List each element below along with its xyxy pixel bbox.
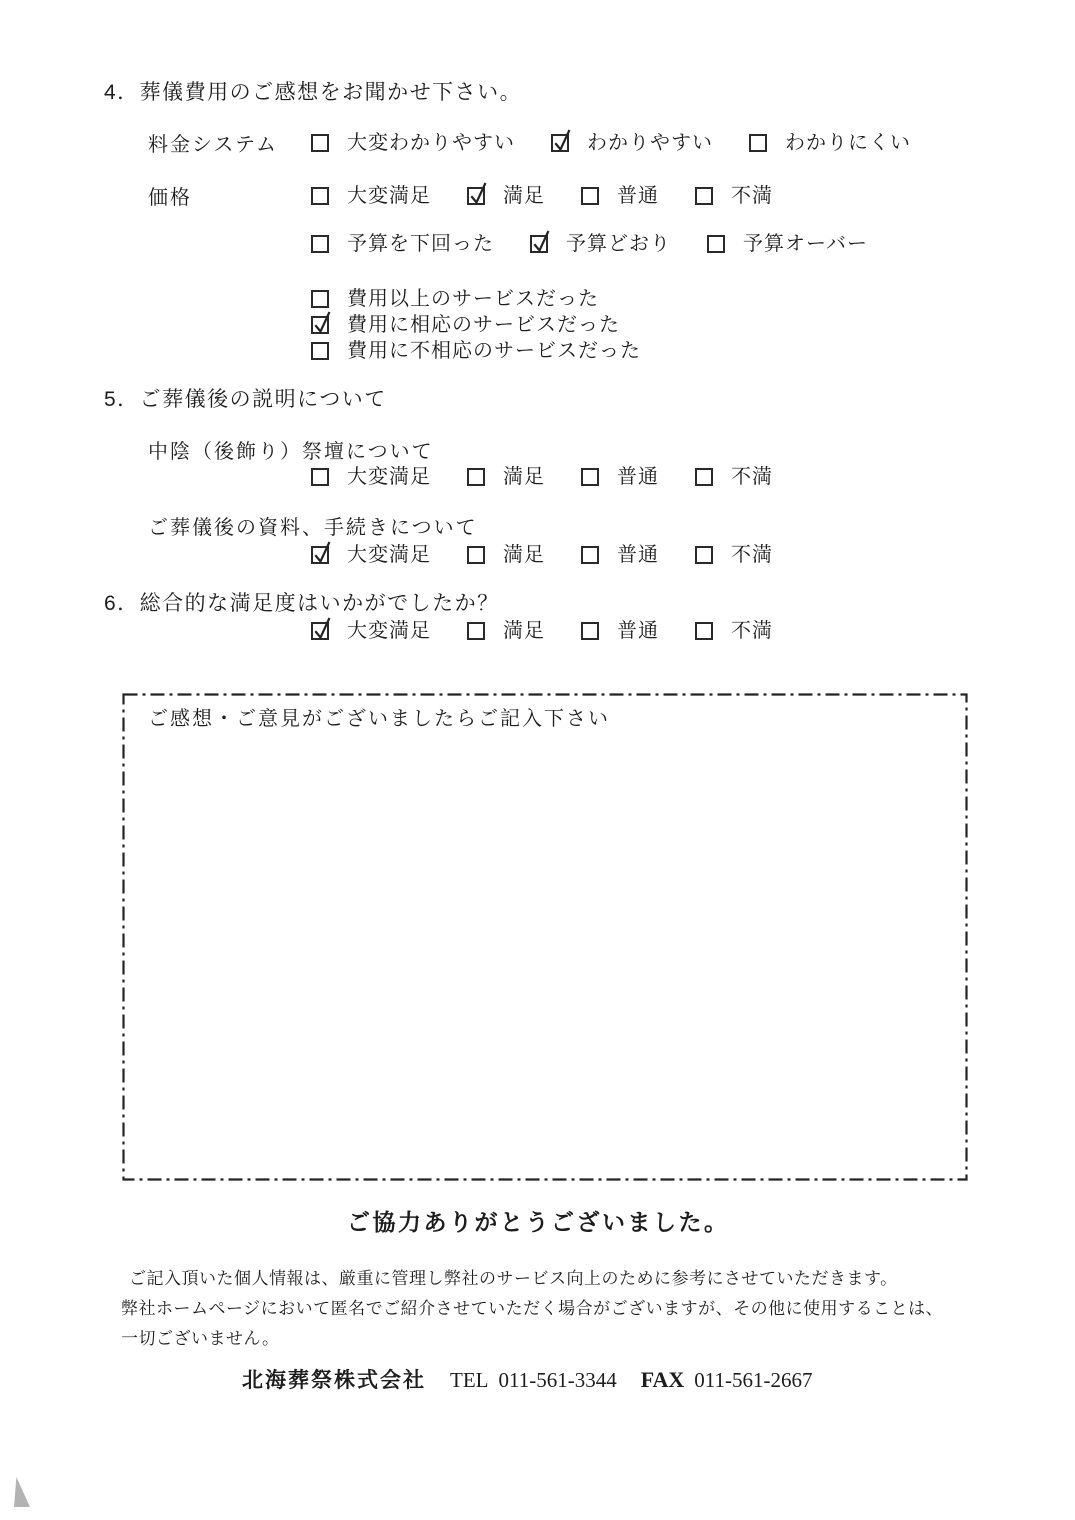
checkbox-icon[interactable] [695, 546, 713, 564]
option [467, 466, 545, 488]
checkbox-icon[interactable] [581, 468, 599, 486]
company-name: 北海葬祭株式会社 [242, 1369, 426, 1392]
fax-label: FAX [640, 1367, 685, 1392]
option [695, 544, 773, 566]
q4-heading: 4．葬儀費用のご感想をお聞かせ下さい。 [104, 81, 523, 104]
option [551, 132, 713, 154]
price-options [311, 185, 809, 207]
checkbox-icon[interactable] [707, 235, 725, 253]
dash-dot-border [122, 693, 968, 1181]
option [695, 466, 773, 488]
option-label: 不満 [731, 466, 773, 488]
option [581, 620, 659, 642]
altar-title: 中陰（後飾り）祭壇について [148, 441, 434, 463]
scan-artifact [14, 1477, 30, 1507]
checkbox-checked-icon[interactable] [530, 235, 548, 253]
option [311, 466, 431, 488]
checkbox-icon[interactable] [695, 622, 713, 640]
option-label: 大変満足 [347, 620, 431, 642]
checkbox-checked-icon[interactable] [311, 622, 329, 640]
fee-system-options [311, 132, 947, 154]
checkbox-checked-icon[interactable] [467, 187, 485, 205]
checkbox-checked-icon[interactable] [551, 134, 569, 152]
option-label: 満足 [503, 544, 545, 566]
option [311, 185, 431, 207]
checkbox-icon[interactable] [581, 187, 599, 205]
option [695, 185, 773, 207]
option [311, 132, 515, 154]
option-label: 満足 [503, 466, 545, 488]
price-label: 価格 [148, 187, 192, 209]
option-label: わかりやすい [587, 132, 713, 154]
documents-title: ご葬儀後の資料、手続きについて [148, 517, 478, 539]
option [467, 620, 545, 642]
checkbox-icon[interactable] [695, 187, 713, 205]
comment-input-area[interactable] [122, 693, 968, 1181]
comment-box-label: ご感想・ご意見がございましたらご記入下さい [148, 708, 610, 730]
q5-heading: 5．ご葬儀後の説明について [104, 388, 387, 411]
option [311, 233, 494, 255]
option-label: 大変満足 [347, 466, 431, 488]
check-icon [552, 127, 572, 154]
overall-options [311, 620, 809, 642]
option-label: 大変満足 [347, 185, 431, 207]
checkbox-checked-icon[interactable] [311, 316, 329, 334]
check-icon [531, 228, 551, 255]
checkbox-icon[interactable] [311, 290, 329, 308]
privacy-note-line: 弊社ホームページにおいて匿名でご紹介させていただく場合がございますが、その他に使用することは、 [121, 1299, 944, 1318]
option [749, 132, 911, 154]
option [581, 185, 659, 207]
tel-number: 011-561-3344 [498, 1368, 617, 1392]
option-label: 不満 [731, 185, 773, 207]
fax-number: 011-561-2667 [694, 1368, 813, 1392]
option-label: 費用以上のサービスだった [347, 288, 599, 310]
budget-options [311, 233, 904, 255]
fee-system-label: 料金システム [148, 134, 278, 156]
documents-options [311, 544, 809, 566]
checkbox-icon[interactable] [467, 546, 485, 564]
privacy-note-line: ご記入頂いた個人情報は、厳重に管理し弊社のサービス向上のために参考にさせていただきます。 [129, 1269, 898, 1288]
checkbox-icon[interactable] [581, 622, 599, 640]
checkbox-icon[interactable] [311, 235, 329, 253]
option-label: 満足 [503, 620, 545, 642]
check-icon [312, 615, 332, 642]
checkbox-icon[interactable] [311, 134, 329, 152]
checkbox-icon[interactable] [311, 468, 329, 486]
q6-heading: 6．総合的な満足度はいかがでしたか？ [104, 592, 500, 615]
option-label: 不満 [731, 620, 773, 642]
check-icon [312, 309, 332, 336]
checkbox-icon[interactable] [467, 622, 485, 640]
option-label: 予算どおり [566, 233, 671, 255]
option-label: 普通 [617, 544, 659, 566]
option-label: 普通 [617, 620, 659, 642]
option-label: わかりにくい [785, 132, 911, 154]
checkbox-icon[interactable] [311, 342, 329, 360]
option-label: 不満 [731, 544, 773, 566]
check-icon [468, 180, 488, 207]
option-label: 大変満足 [347, 544, 431, 566]
privacy-note-line: 一切ございません。 [121, 1329, 280, 1348]
cost-service-options [311, 288, 641, 366]
option [707, 233, 868, 255]
option [581, 544, 659, 566]
option [311, 544, 431, 566]
option-label: 費用に相応のサービスだった [347, 314, 620, 336]
option [581, 466, 659, 488]
option [311, 620, 431, 642]
option [311, 340, 641, 362]
thanks-message: ご協力ありがとうございました。 [347, 1209, 730, 1235]
tel-label: TEL [450, 1368, 489, 1392]
option [530, 233, 671, 255]
footer [242, 1364, 813, 1394]
altar-options [311, 466, 809, 488]
checkbox-icon[interactable] [467, 468, 485, 486]
checkbox-icon[interactable] [749, 134, 767, 152]
option-label: 費用に不相応のサービスだった [347, 340, 641, 362]
option-label: 予算を下回った [347, 233, 494, 255]
checkbox-icon[interactable] [695, 468, 713, 486]
option [467, 544, 545, 566]
option-label: 普通 [617, 466, 659, 488]
checkbox-checked-icon[interactable] [311, 546, 329, 564]
option-label: 大変わかりやすい [347, 132, 515, 154]
option-label: 満足 [503, 185, 545, 207]
checkbox-icon[interactable] [581, 546, 599, 564]
option [695, 620, 773, 642]
option [311, 288, 599, 310]
option-label: 予算オーバー [743, 233, 868, 255]
checkbox-icon[interactable] [311, 187, 329, 205]
option-label: 普通 [617, 185, 659, 207]
check-icon [312, 539, 332, 566]
option [311, 314, 620, 336]
option [467, 185, 545, 207]
